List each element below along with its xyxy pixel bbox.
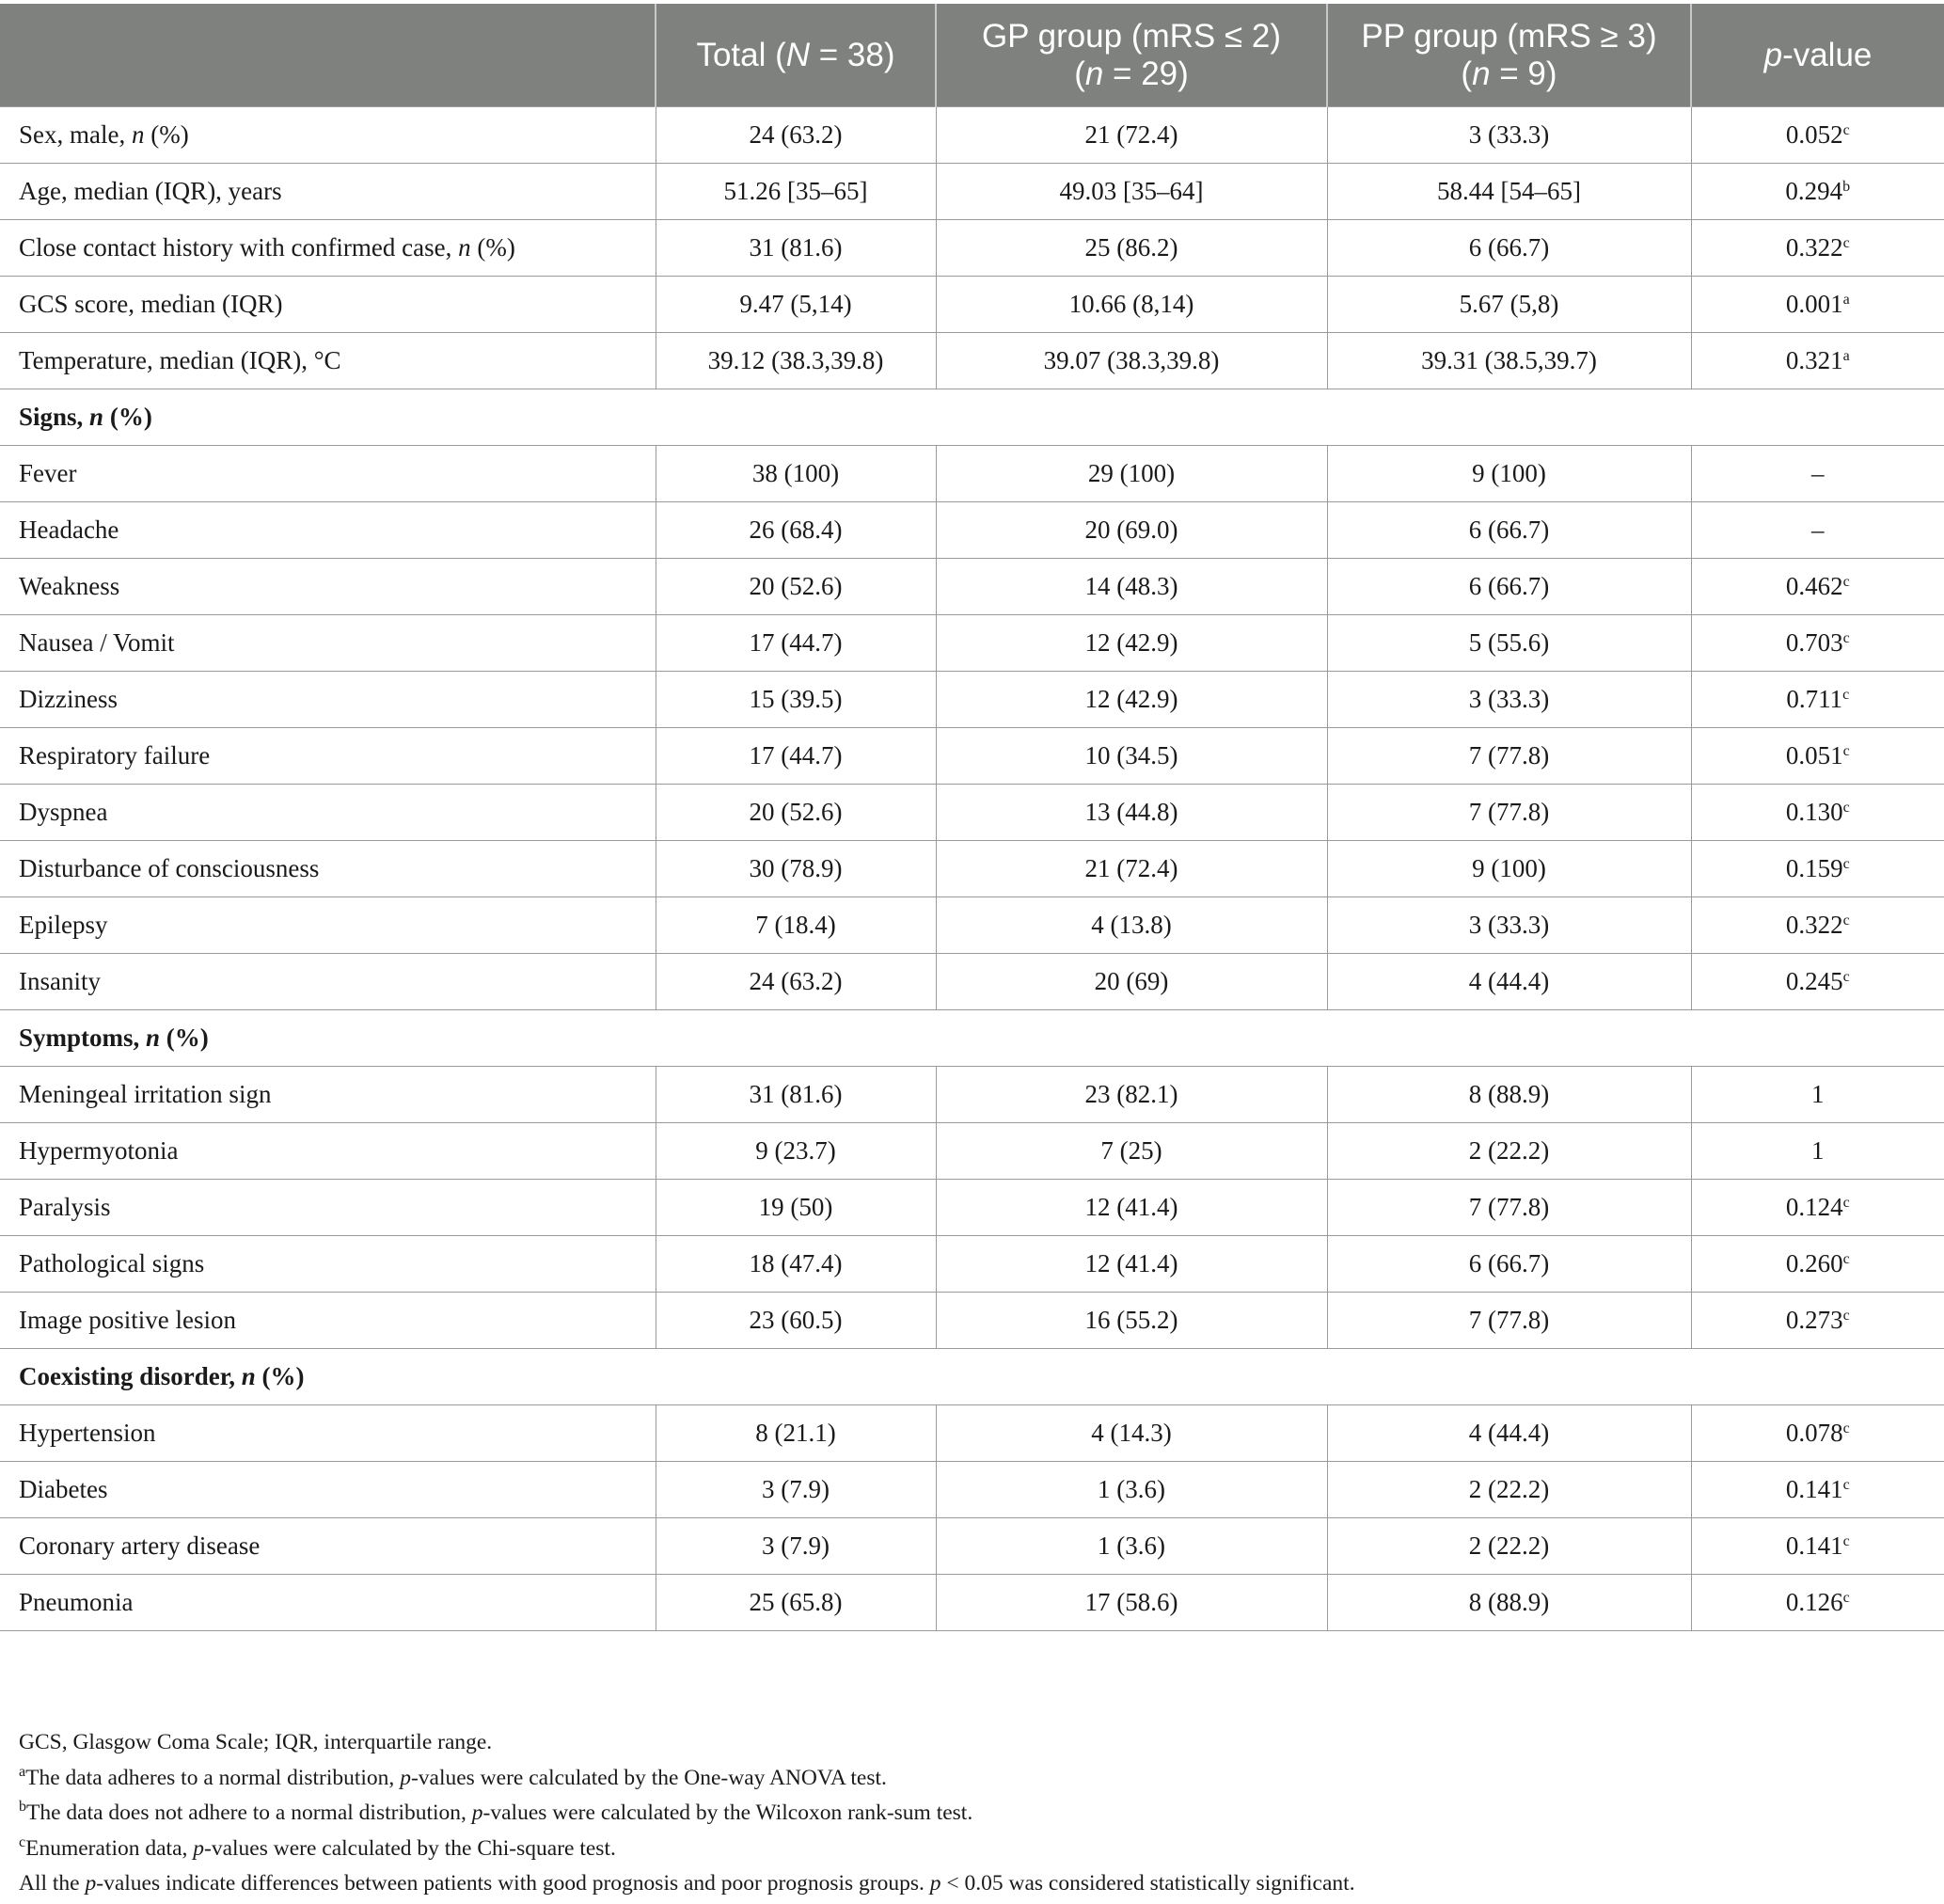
cell-gp-group: 7 (25) xyxy=(936,1123,1327,1180)
table-row xyxy=(0,954,1944,1010)
cell-gp-group: 17 (58.6) xyxy=(936,1575,1327,1631)
cell-total: 20 (52.6) xyxy=(656,559,936,615)
table-row xyxy=(0,1293,1944,1349)
table-row xyxy=(0,615,1944,672)
table-row xyxy=(0,1462,1944,1518)
table-row xyxy=(0,277,1944,333)
cell-total: 18 (47.4) xyxy=(656,1236,936,1293)
cell-total: 51.26 [35–65] xyxy=(656,164,936,220)
row-label: Insanity xyxy=(0,954,656,1010)
row-label: Image positive lesion xyxy=(0,1293,656,1349)
cell-total: 3 (7.9) xyxy=(656,1518,936,1575)
cell-total: 19 (50) xyxy=(656,1180,936,1236)
footnote-b: $^b$The data does not adhere to a normal distribution, p-values were calculated by the Wilcoxon rank-sum test. xyxy=(19,1799,973,1825)
cell-total: 30 (78.9) xyxy=(656,841,936,897)
row-label: Respiratory failure xyxy=(0,728,656,785)
table-row xyxy=(0,1180,1944,1236)
cell-p-value: 0.703$^c$ xyxy=(1691,615,1944,672)
cell-total: 24 (63.2) xyxy=(656,107,936,164)
row-label: Pneumonia xyxy=(0,1575,656,1631)
cell-pp-group: 7 (77.8) xyxy=(1327,785,1691,841)
cell-total: 9.47 (5,14) xyxy=(656,277,936,333)
cell-pp-group: 3 (33.3) xyxy=(1327,672,1691,728)
row-label: Dizziness xyxy=(0,672,656,728)
cell-p-value: 0.141$^c$ xyxy=(1691,1518,1944,1575)
cell-pp-group: 9 (100) xyxy=(1327,841,1691,897)
header-p-value: p-value xyxy=(1691,4,1944,107)
cell-pp-group: 8 (88.9) xyxy=(1327,1575,1691,1631)
cell-gp-group: 10 (34.5) xyxy=(936,728,1327,785)
cell-total: 7 (18.4) xyxy=(656,897,936,954)
cell-p-value: 0.141$^c$ xyxy=(1691,1462,1944,1518)
cell-pp-group: 6 (66.7) xyxy=(1327,559,1691,615)
row-label: Fever xyxy=(0,446,656,502)
table-row xyxy=(0,559,1944,615)
cell-gp-group: 1 (3.6) xyxy=(936,1518,1327,1575)
cell-pp-group: 9 (100) xyxy=(1327,446,1691,502)
cell-p-value: 0.322$^c$ xyxy=(1691,220,1944,277)
footnote-abbreviations: GCS, Glasgow Coma Scale; IQR, interquartile range. xyxy=(19,1730,493,1754)
cell-p-value: 0.322$^c$ xyxy=(1691,897,1944,954)
row-label: Age, median (IQR), years xyxy=(0,164,656,220)
table-row xyxy=(0,164,1944,220)
cell-total: 39.12 (38.3,39.8) xyxy=(656,333,936,389)
cell-total: 17 (44.7) xyxy=(656,615,936,672)
cell-pp-group: 5.67 (5,8) xyxy=(1327,277,1691,333)
footnote-significance: All the p-values indicate differences between patients with good prognosis and poor prognosis groups. p < 0.05 was considered statistically significant. xyxy=(19,1871,1355,1896)
row-label: Weakness xyxy=(0,559,656,615)
cell-pp-group: 4 (44.4) xyxy=(1327,1405,1691,1462)
cell-gp-group: 21 (72.4) xyxy=(936,107,1327,164)
table-row xyxy=(0,1405,1944,1462)
table-row xyxy=(0,446,1944,502)
row-label: Coronary artery disease xyxy=(0,1518,656,1575)
cell-pp-group: 39.31 (38.5,39.7) xyxy=(1327,333,1691,389)
cell-gp-group: 39.07 (38.3,39.8) xyxy=(936,333,1327,389)
cell-total: 20 (52.6) xyxy=(656,785,936,841)
cell-p-value: 0.052$^c$ xyxy=(1691,107,1944,164)
cell-p-value: 0.273$^c$ xyxy=(1691,1293,1944,1349)
row-label: Sex, male, n (%) xyxy=(0,107,656,164)
table-row xyxy=(0,1575,1944,1631)
row-label: Nausea / Vomit xyxy=(0,615,656,672)
table-row xyxy=(0,502,1944,559)
cell-gp-group: 16 (55.2) xyxy=(936,1293,1327,1349)
cell-pp-group: 6 (66.7) xyxy=(1327,502,1691,559)
cell-p-value: 0.321$^a$ xyxy=(1691,333,1944,389)
cell-p-value: 0.711$^c$ xyxy=(1691,672,1944,728)
cell-total: 25 (65.8) xyxy=(656,1575,936,1631)
cell-p-value: 0.294$^b$ xyxy=(1691,164,1944,220)
row-label: Hypermyotonia xyxy=(0,1123,656,1180)
table-row xyxy=(0,220,1944,277)
cell-p-value: 0.462$^c$ xyxy=(1691,559,1944,615)
header-variable xyxy=(0,4,656,107)
cell-gp-group: 49.03 [35–64] xyxy=(936,164,1327,220)
header-row xyxy=(0,4,1944,107)
cell-gp-group: 25 (86.2) xyxy=(936,220,1327,277)
table-row xyxy=(0,785,1944,841)
table-row xyxy=(0,1123,1944,1180)
section-label: Symptoms, n (%) xyxy=(0,1010,1944,1067)
cell-p-value: 0.001$^a$ xyxy=(1691,277,1944,333)
row-label: Paralysis xyxy=(0,1180,656,1236)
table-header xyxy=(0,4,1944,107)
cell-p-value: 0.260$^c$ xyxy=(1691,1236,1944,1293)
cell-pp-group: 7 (77.8) xyxy=(1327,1180,1691,1236)
cell-pp-group: 5 (55.6) xyxy=(1327,615,1691,672)
cell-total: 17 (44.7) xyxy=(656,728,936,785)
row-label: Temperature, median (IQR), °C xyxy=(0,333,656,389)
cell-p-value: 1 xyxy=(1691,1067,1944,1123)
row-label: Disturbance of consciousness xyxy=(0,841,656,897)
cell-p-value: – xyxy=(1691,502,1944,559)
table-body xyxy=(0,107,1944,1631)
section-header-row xyxy=(0,1010,1944,1067)
footnote-a: $^a$The data adheres to a normal distribution, p-values were calculated by the One-way ANOVA test. xyxy=(19,1763,887,1790)
row-label: Pathological signs xyxy=(0,1236,656,1293)
cell-pp-group: 8 (88.9) xyxy=(1327,1067,1691,1123)
row-label: Meningeal irritation sign xyxy=(0,1067,656,1123)
cell-pp-group: 3 (33.3) xyxy=(1327,897,1691,954)
cell-gp-group: 29 (100) xyxy=(936,446,1327,502)
cell-gp-group: 23 (82.1) xyxy=(936,1067,1327,1123)
footnote-c: $^c$Enumeration data, p-values were calculated by the Chi-square test. xyxy=(19,1833,616,1861)
cell-total: 24 (63.2) xyxy=(656,954,936,1010)
row-label: GCS score, median (IQR) xyxy=(0,277,656,333)
cell-gp-group: 1 (3.6) xyxy=(936,1462,1327,1518)
cell-gp-group: 10.66 (8,14) xyxy=(936,277,1327,333)
cell-total: 31 (81.6) xyxy=(656,1067,936,1123)
row-label: Close contact history with confirmed case, n (%) xyxy=(0,220,656,277)
row-label: Headache xyxy=(0,502,656,559)
cell-p-value: 0.124$^c$ xyxy=(1691,1180,1944,1236)
cell-gp-group: 12 (41.4) xyxy=(936,1180,1327,1236)
section-header-row xyxy=(0,1349,1944,1405)
table-row xyxy=(0,333,1944,389)
cell-gp-group: 12 (42.9) xyxy=(936,672,1327,728)
section-label: Signs, n (%) xyxy=(0,389,1944,446)
table-row xyxy=(0,107,1944,164)
cell-gp-group: 13 (44.8) xyxy=(936,785,1327,841)
cell-pp-group: 2 (22.2) xyxy=(1327,1462,1691,1518)
row-label: Diabetes xyxy=(0,1462,656,1518)
table-footnotes xyxy=(19,1725,1928,1902)
cell-gp-group: 20 (69.0) xyxy=(936,502,1327,559)
cell-p-value: 0.245$^c$ xyxy=(1691,954,1944,1010)
cell-total: 15 (39.5) xyxy=(656,672,936,728)
table-row xyxy=(0,672,1944,728)
cell-gp-group: 12 (42.9) xyxy=(936,615,1327,672)
cell-gp-group: 4 (13.8) xyxy=(936,897,1327,954)
cell-pp-group: 58.44 [54–65] xyxy=(1327,164,1691,220)
cell-total: 26 (68.4) xyxy=(656,502,936,559)
table-row xyxy=(0,897,1944,954)
cell-p-value: 0.051$^c$ xyxy=(1691,728,1944,785)
row-label: Hypertension xyxy=(0,1405,656,1462)
cell-p-value: 0.078$^c$ xyxy=(1691,1405,1944,1462)
cell-p-value: 0.130$^c$ xyxy=(1691,785,1944,841)
header-pp-group: PP group (mRS ≥ 3) (n = 9) xyxy=(1327,4,1691,107)
cell-pp-group: 7 (77.8) xyxy=(1327,1293,1691,1349)
cell-p-value: 1 xyxy=(1691,1123,1944,1180)
cell-pp-group: 4 (44.4) xyxy=(1327,954,1691,1010)
cell-total: 9 (23.7) xyxy=(656,1123,936,1180)
header-total: Total (N = 38) xyxy=(656,4,936,107)
cell-total: 8 (21.1) xyxy=(656,1405,936,1462)
cell-pp-group: 6 (66.7) xyxy=(1327,1236,1691,1293)
clinical-characteristics-table xyxy=(0,4,1944,1631)
cell-pp-group: 3 (33.3) xyxy=(1327,107,1691,164)
table-row xyxy=(0,841,1944,897)
section-label: Coexisting disorder, n (%) xyxy=(0,1349,1944,1405)
cell-pp-group: 6 (66.7) xyxy=(1327,220,1691,277)
cell-p-value: 0.126$^c$ xyxy=(1691,1575,1944,1631)
cell-pp-group: 2 (22.2) xyxy=(1327,1518,1691,1575)
cell-total: 31 (81.6) xyxy=(656,220,936,277)
cell-gp-group: 14 (48.3) xyxy=(936,559,1327,615)
cell-gp-group: 4 (14.3) xyxy=(936,1405,1327,1462)
cell-total: 38 (100) xyxy=(656,446,936,502)
cell-p-value: – xyxy=(1691,446,1944,502)
cell-pp-group: 2 (22.2) xyxy=(1327,1123,1691,1180)
cell-gp-group: 12 (41.4) xyxy=(936,1236,1327,1293)
cell-gp-group: 20 (69) xyxy=(936,954,1327,1010)
cell-total: 23 (60.5) xyxy=(656,1293,936,1349)
cell-total: 3 (7.9) xyxy=(656,1462,936,1518)
table-row xyxy=(0,1236,1944,1293)
table-row xyxy=(0,1067,1944,1123)
section-header-row xyxy=(0,389,1944,446)
cell-pp-group: 7 (77.8) xyxy=(1327,728,1691,785)
cell-p-value: 0.159$^c$ xyxy=(1691,841,1944,897)
header-gp-group: GP group (mRS ≤ 2) (n = 29) xyxy=(936,4,1327,107)
cell-gp-group: 21 (72.4) xyxy=(936,841,1327,897)
row-label: Epilepsy xyxy=(0,897,656,954)
table-row xyxy=(0,1518,1944,1575)
row-label: Dyspnea xyxy=(0,785,656,841)
table-row xyxy=(0,728,1944,785)
